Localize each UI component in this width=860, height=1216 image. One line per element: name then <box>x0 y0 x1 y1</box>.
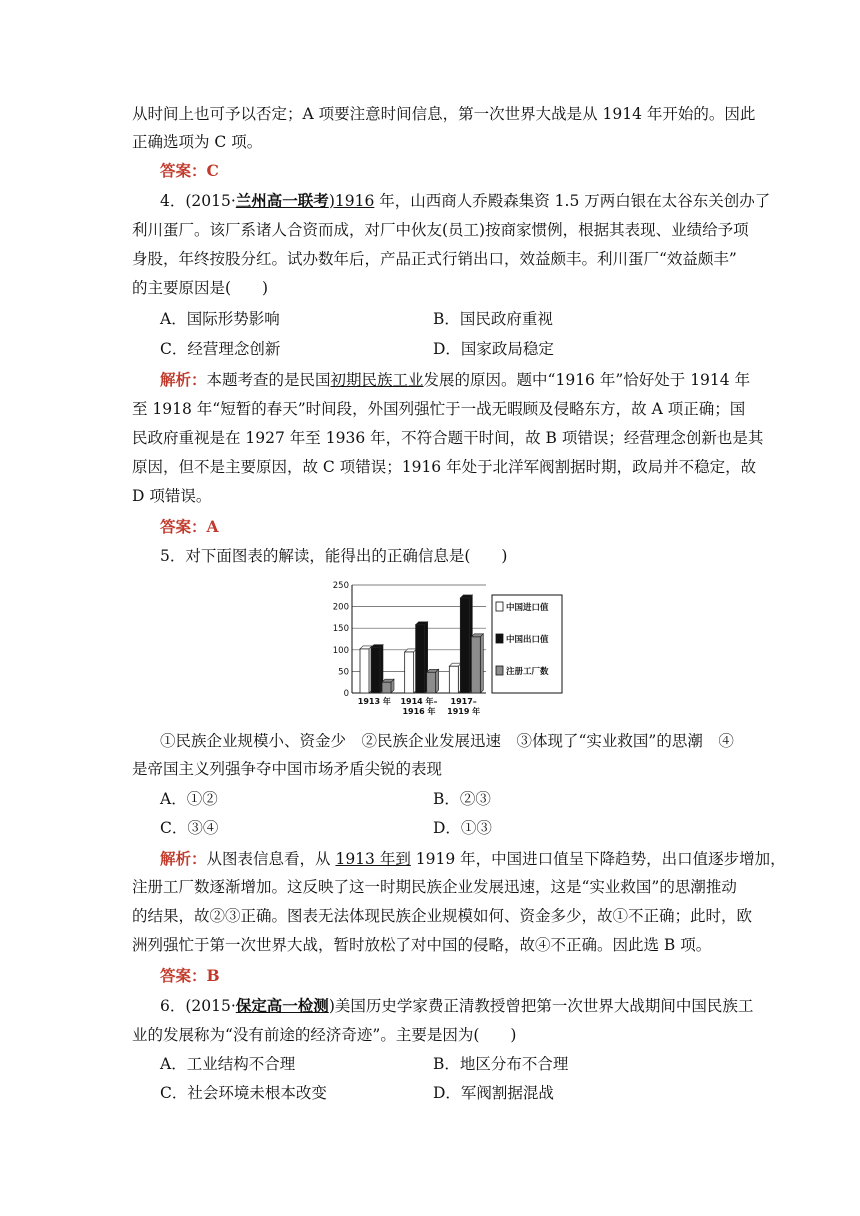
question-number: 4．(2015· <box>160 192 236 210</box>
y-tick-label: 200 <box>332 602 349 613</box>
text-line: 至 1918 年“短暂的春天”时间段，外国列强忙于一战无暇顾及侵略东方，故 A 项正确；国 <box>132 400 746 418</box>
analysis-line <box>160 849 786 869</box>
question-source: 保定高一检测 <box>235 996 329 1015</box>
option-b: B．地区分布不合理 <box>433 1055 569 1073</box>
analysis-text: 1919 年，中国进口值呈下降趋势，出口值逐步增加， <box>410 850 786 868</box>
analysis-line <box>160 370 760 390</box>
answer-line <box>160 517 760 537</box>
stem-text: )美国历史学家费正清教授曾把第一次世界大战期间中国民族工 <box>328 997 754 1015</box>
answer-label: 答案： <box>160 161 207 180</box>
y-tick-label: 50 <box>338 667 349 678</box>
bar-side <box>436 669 439 693</box>
option-a: A．国际形势影响 <box>160 310 280 328</box>
text-line: 的结果，故②③正确。图表无法体现民族企业规模如何、资金多少，故①不正确；此时，欧 <box>132 907 753 925</box>
analysis-text: 发展的原因。题中“1916 年”恰好处于 1914 年 <box>423 371 751 389</box>
text-line: 正确选项为 C 项。 <box>132 133 263 151</box>
bar <box>427 672 436 693</box>
bar <box>416 625 425 693</box>
question-4-stem <box>160 191 771 211</box>
option-d: D．军阀割据混战 <box>433 1084 554 1102</box>
trade-bar-chart <box>330 577 566 723</box>
text-line: 的主要原因是( ) <box>132 279 269 297</box>
stem-text: 年，山西商人乔殿森集资 1.5 万两白银在太谷东关创办了 <box>374 192 771 210</box>
text-line: 民政府重视是在 1927 年至 1936 年，不符合题干时间，故 B 项错误；经营理念创新也是其 <box>132 429 764 447</box>
bar <box>471 637 480 693</box>
legend-swatch <box>496 602 503 611</box>
source-paren: ) <box>328 192 335 210</box>
answer-label: 答案： <box>160 966 207 985</box>
answer-value: B <box>206 966 220 985</box>
analysis-label: 解析： <box>160 849 207 868</box>
question-number: 6．(2015· <box>160 997 236 1015</box>
y-tick-label: 100 <box>332 645 349 656</box>
bar <box>405 652 414 693</box>
text-line: 从时间上也可予以否定；A 项要注意时间信息，第一次世界大战是从 1914 年开始的。因此 <box>132 105 756 123</box>
underlined-text: 初期民族工业 <box>330 371 424 389</box>
bar-side <box>480 634 483 693</box>
text-line: 业的发展称为“没有前途的经济奇迹”。主要是因为( ) <box>132 1026 517 1044</box>
y-tick-label: 250 <box>332 581 349 591</box>
text-line: 身股，年终按股分红。试办数年后，产品正式行销出口，效益颇丰。利川蛋厂“效益颇丰” <box>132 250 737 268</box>
statements-line: ①民族企业规模小、资金少 ②民族企业发展迅速 ③体现了“实业救国”的思潮 ④ <box>160 732 734 750</box>
text-line: 原因，但不是主要原因，故 C 项错误；1916 年处于北洋军阀割据时期，政局并不稳定，故 <box>132 458 757 476</box>
answer-line <box>160 161 760 181</box>
x-tick-label: 1914 年– <box>400 697 438 706</box>
legend-label: 注册工厂数 <box>506 667 549 677</box>
option-c: C．③④ <box>160 819 219 837</box>
question-source: 兰州高一联考 <box>235 191 329 210</box>
x-tick-label: 1917– <box>450 697 477 706</box>
bar <box>371 648 380 693</box>
option-d: D．①③ <box>433 819 492 837</box>
x-tick-label: 1916 年 <box>402 707 436 716</box>
legend-label: 中国进口值 <box>506 603 549 613</box>
option-d: D．国家政局稳定 <box>433 340 554 358</box>
option-b: B．②③ <box>433 790 491 808</box>
option-b: B．国民政府重视 <box>433 310 553 328</box>
text-line: 注册工厂数逐渐增加。这反映了这一时期民族企业发展迅速，这是“实业救国”的思潮推动 <box>132 878 737 896</box>
text-line: 利川蛋厂。该厂系诸人合资而成，对厂中伙友(员工)按商家惯例，根据其表现、业绩给予项 <box>132 221 749 239</box>
question-5-stem: 5．对下面图表的解读，能得出的正确信息是( ) <box>160 547 508 565</box>
answer-label: 答案： <box>160 517 207 536</box>
answer-line <box>160 966 760 986</box>
y-tick-label: 150 <box>332 624 349 635</box>
bar <box>460 598 469 693</box>
x-tick-label: 1913 年 <box>357 697 391 706</box>
x-tick-label: 1919 年 <box>447 707 481 716</box>
legend-swatch <box>496 666 503 675</box>
legend-swatch <box>496 634 503 643</box>
option-c: C．经营理念创新 <box>160 340 281 358</box>
bar <box>449 666 458 693</box>
y-tick-label: 0 <box>343 689 349 699</box>
option-a: A．工业结构不合理 <box>160 1055 296 1073</box>
text-line: 洲列强忙于第一次世界大战，暂时放松了对中国的侵略，故④不正确。因此选 B 项。 <box>132 936 712 954</box>
bar <box>382 682 391 693</box>
option-a: A．①② <box>160 790 218 808</box>
legend-label: 中国出口值 <box>506 635 549 645</box>
text-line: D 项错误。 <box>132 487 212 505</box>
text-line: 是帝国主义列强争夺中国市场矛盾尖锐的表现 <box>132 760 443 778</box>
option-c: C．社会环境未根本改变 <box>160 1084 327 1102</box>
answer-value: C <box>206 161 219 180</box>
year: 1916 <box>334 192 375 210</box>
underlined-text: 1913 年到 <box>335 850 411 868</box>
analysis-text: 本题考查的是民国 <box>206 371 331 389</box>
analysis-text: 从图表信息看，从 <box>206 850 336 868</box>
question-6-stem <box>160 996 760 1016</box>
answer-value: A <box>206 517 219 536</box>
bar <box>360 649 369 693</box>
analysis-label: 解析： <box>160 370 207 389</box>
